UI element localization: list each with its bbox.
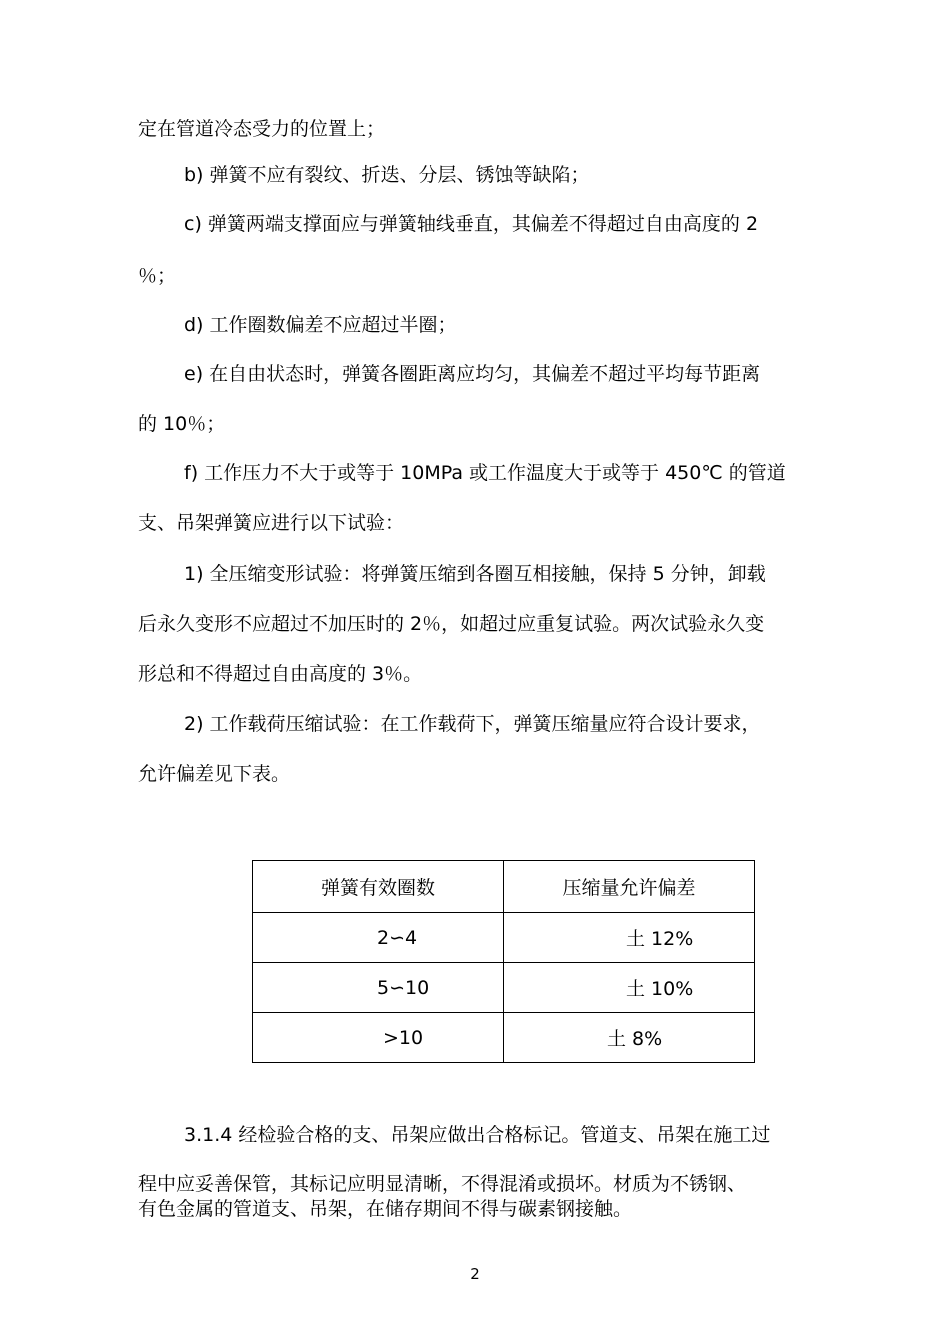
text-line: 1) 全压缩变形试验：将弹簧压缩到各圈互相接触，保持 5 分钟，卸载: [184, 563, 766, 585]
text-line: 有色金属的管道支、吊架，在储存期间不得与碳素钢接触。: [138, 1198, 633, 1220]
text-line: e) 在自由状态时，弹簧各圈距离应均匀，其偏差不超过平均每节距离: [184, 363, 761, 385]
table-header-cell: 弹簧有效圈数: [253, 861, 504, 913]
text-line: c) 弹簧两端支撑面应与弹簧轴线垂直，其偏差不得超过自由高度的 2: [184, 213, 759, 235]
page-number: 2: [470, 1265, 480, 1283]
text-line: 2) 工作载荷压缩试验：在工作载荷下，弹簧压缩量应符合设计要求，: [184, 713, 761, 735]
text-line: 3.1.4 经检验合格的支、吊架应做出合格标记。管道支、吊架在施工过: [184, 1124, 771, 1146]
text-line: b) 弹簧不应有裂纹、折迭、分层、锈蚀等缺陷；: [184, 164, 590, 186]
table-cell: 土 12%: [626, 928, 694, 950]
text-line: 定在管道冷态受力的位置上；: [138, 118, 386, 140]
tolerance-table: [252, 860, 755, 1063]
text-line: 支、吊架弹簧应进行以下试验：: [138, 512, 405, 534]
table-row: [253, 913, 755, 963]
table-cell: 土 10%: [626, 978, 694, 1000]
table-cell: >10: [383, 1026, 424, 1049]
text-line: d) 工作圈数偏差不应超过半圈；: [184, 314, 457, 336]
text-line: 形总和不得超过自由高度的 3％。: [138, 663, 423, 685]
text-line: 后永久变形不应超过不加压时的 2％，如超过应重复试验。两次试验永久变: [138, 613, 765, 635]
text-line: 的 10％；: [138, 413, 226, 435]
table-header-row: [253, 861, 755, 913]
text-line: ％；: [138, 265, 177, 287]
table-header-cell: 压缩量允许偏差: [504, 861, 755, 913]
table-row: [253, 963, 755, 1013]
text-line: 允许偏差见下表。: [138, 763, 291, 785]
text-line: f) 工作压力不大于或等于 10MPa 或工作温度大于或等于 450℃ 的管道: [184, 462, 786, 484]
table-cell: 5∽10: [377, 976, 430, 999]
table-cell: 2∽4: [377, 926, 418, 949]
table-row: [253, 1013, 755, 1063]
text-line: 程中应妥善保管，其标记应明显清晰，不得混淆或损坏。材质为不锈钢、: [138, 1173, 747, 1195]
table-cell: 土 8%: [607, 1028, 663, 1050]
